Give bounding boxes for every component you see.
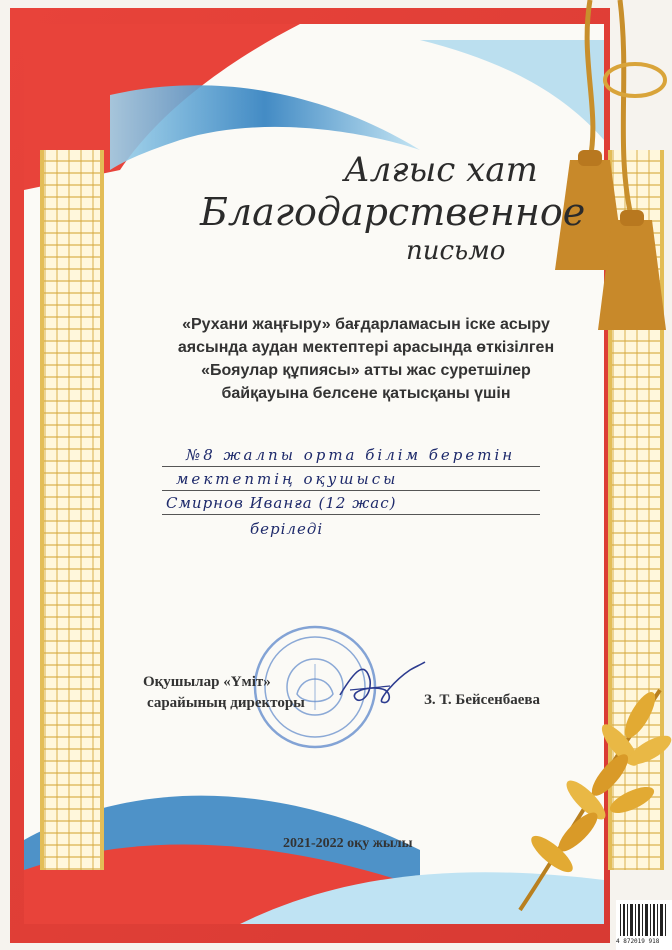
barcode-digits: 4 872019 918	[616, 938, 660, 945]
signatory-title	[143, 672, 305, 714]
handwritten-school: №8 жалпы орта білім беретін	[186, 446, 516, 464]
handwritten-student-of: мектептің оқушысы	[176, 470, 399, 488]
fill-line-2	[162, 490, 540, 491]
left-gold-ornament-border	[40, 150, 104, 870]
barcode	[616, 900, 672, 950]
signatory-title-line-1: Оқушылар «Үміт»	[143, 674, 271, 690]
handwritten-awarded: беріледі	[250, 520, 324, 538]
signatory-title-line-2: сарайының директоры	[147, 695, 305, 711]
title-kazakh: Алғыс хат	[344, 150, 538, 190]
title-russian-line-1: Благодарственное	[200, 190, 586, 234]
handwritten-recipient-name: Смирнов Иванға (12 жас)	[166, 494, 397, 512]
signatory-name: З. Т. Бейсенбаева	[424, 692, 541, 708]
gold-tassel-decoration	[520, 0, 672, 350]
title-russian-line-2: письмо	[406, 236, 506, 266]
fill-line-1	[162, 466, 540, 467]
award-reason-line-4: байқауына белсене қатысқаны үшін	[221, 385, 511, 402]
director-signature	[330, 650, 430, 720]
academic-year: 2021-2022 оқу жылы	[283, 836, 413, 851]
award-reason-line-2: аясында аудан мектептері арасында өткізілген	[177, 339, 555, 356]
gold-laurel-branch	[500, 670, 672, 920]
award-reason-line-1: «Рухани жаңғыру» бағдарламасын іске асыру	[182, 316, 550, 333]
award-reason-text	[140, 313, 592, 405]
fill-line-3	[162, 514, 540, 515]
award-reason-line-3: «Бояулар құпиясы» атты жас суретшілер	[201, 362, 531, 379]
